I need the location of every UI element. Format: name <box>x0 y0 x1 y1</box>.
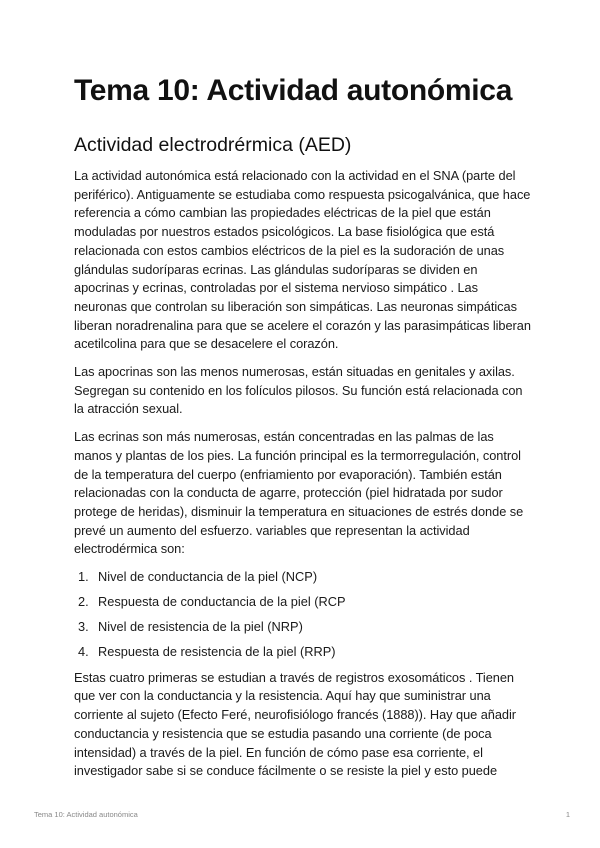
paragraph-apocrinas: Las apocrinas son las menos numerosas, están situadas en genitales y axilas. Segregan su contenido en los folículos pilosos. Su función está relacionada con la atracción sexual. <box>74 364 523 417</box>
list-item-number: 3. <box>78 619 89 635</box>
footer-page-number: 1 <box>565 810 570 819</box>
variables-list <box>74 568 532 662</box>
list-item <box>74 643 532 662</box>
list-item <box>74 593 532 612</box>
list-item-number: 4. <box>78 644 89 660</box>
list-item <box>74 568 532 587</box>
paragraph-closing: Estas cuatro primeras se estudian a través de registros exosomáticos . Tienen que ver con la conductancia y la resistencia. Aquí hay que suministrar una corriente al sujeto (Efecto Feré, neurofisiólogo francés (1888)). Hay que añadir conductancia y resistencia que se estudia pasando una corriente (de poca intensidad) a través de la piel. En función de cómo pase esa corriente, el investigador sabe si se conduce fácilmente o se resiste la piel y esto puede <box>74 669 516 779</box>
list-item-text: Nivel de resistencia de la piel (NRP) <box>98 619 303 635</box>
list-item-text: Nivel de conductancia de la piel (NCP) <box>98 569 318 585</box>
list-item-text: Respuesta de resistencia de la piel (RRP) <box>98 644 336 660</box>
page-footer <box>34 810 570 819</box>
paragraph-intro: La actividad autonómica está relacionado con la actividad en el SNA (parte del periférico). Antiguamente se estudiaba como respuesta psicogalvánica, que hace referencia a cómo cambian las propiedades eléctricas de la piel que están moduladas por nuestros estados psicológicos. La base fisiológica que está relacionada con estos cambios eléctricos de la piel es la sudoración de unas glándulas sudoríparas ecrinas. Las glándulas sudoríparas se dividen en apocrinas y ecrinas, controladas por el sistema nervioso simpático . Las neuronas que controlan su liberación son simpáticas. Las neuronas simpáticas liberan noradrenalina para que se acelere el corazón y las parasimpáticas liberan acetilcolina para que se desacelere el corazón. <box>74 168 531 352</box>
paragraph-ecrinas: Las ecrinas son más numerosas, están concentradas en las palmas de las manos y plantas de los pies. La función principal es la termorregulación, control de la temperatura del cuerpo (enfriamiento por evaporación). También están relacionadas con la conducta de agarre, protección (piel hidratada por sudor protege de heridas), disminuir la temperatura en situaciones de estrés donde se prevé un aumento del esfuerzo. variables que representan la actividad electrodérmica son: <box>74 429 524 557</box>
list-item-number: 2. <box>78 594 89 610</box>
section-heading: Actividad electrodrérmica (AED) <box>74 134 352 156</box>
list-item-text: Respuesta de conductancia de la piel (RCP <box>98 594 346 610</box>
list-item <box>74 618 532 637</box>
footer-title: Tema 10: Actividad autonómica <box>34 810 138 819</box>
list-item-number: 1. <box>78 569 89 585</box>
page-content <box>74 70 532 790</box>
page-title: Tema 10: Actividad autonómica <box>74 74 513 107</box>
